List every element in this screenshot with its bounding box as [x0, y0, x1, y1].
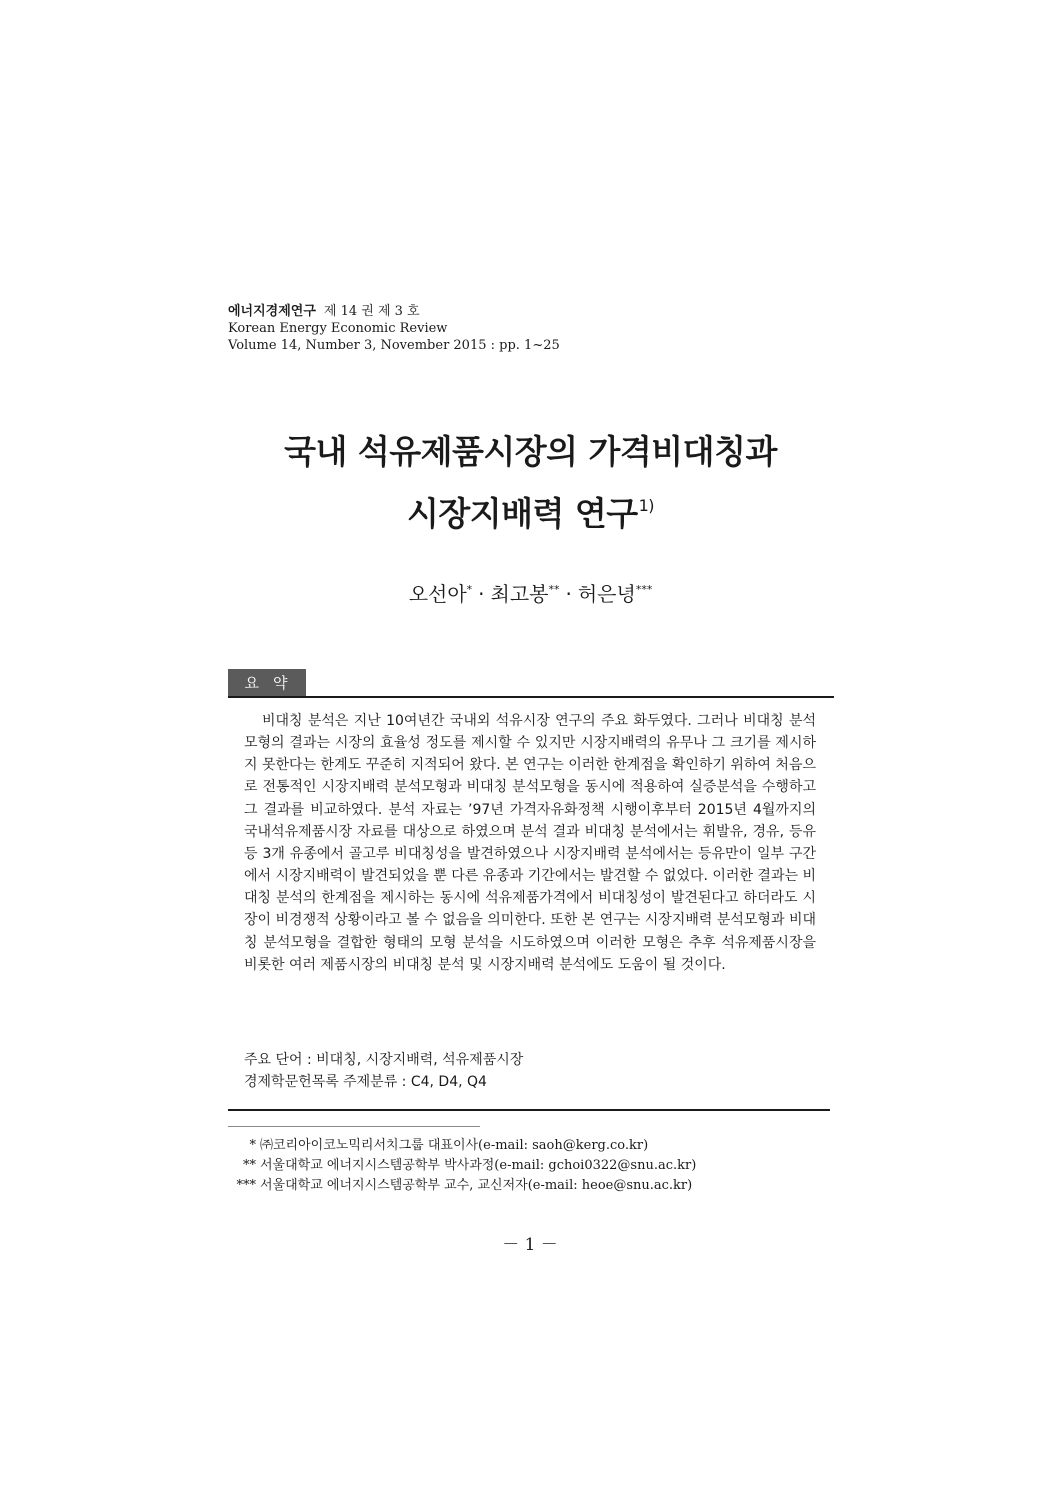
- abstract-label: 요약: [228, 669, 306, 697]
- title-line-2-text: 시장지배력 연구: [406, 494, 638, 533]
- author-list: [120, 578, 941, 607]
- footnote-text: 서울대학교 에너지시스템공학부 교수, 교신저자(e-mail: heoe@snu.ac.kr): [260, 1178, 693, 1193]
- author-separator: ·: [565, 582, 572, 606]
- author-3-mark: ***: [635, 583, 653, 596]
- paper-title: [120, 425, 941, 541]
- journal-header-line-1: [228, 303, 828, 320]
- jel-classification-line: 경제학문헌목록 주제분류 : C4, D4, Q4: [244, 1074, 487, 1090]
- footnote-mark: **: [243, 1158, 256, 1173]
- title-footnote-mark: 1): [638, 496, 655, 515]
- footnote-text: ㈜코리아이코노믹리서치그룹 대표이사(e-mail: saoh@kerg.co.kr): [260, 1138, 649, 1153]
- journal-name-en: Korean Energy Economic Review: [228, 321, 448, 336]
- keywords-block: [244, 1049, 816, 1093]
- author-1-name: 오선아: [408, 582, 467, 606]
- author-2-name: 최고봉: [490, 582, 549, 606]
- footnote-item: [228, 1136, 868, 1156]
- footnote-divider: [228, 1126, 480, 1127]
- author-separator: ·: [478, 582, 485, 606]
- abstract-divider: [228, 696, 834, 698]
- journal-name-ko: 에너지경제연구: [228, 304, 316, 319]
- footnote-mark: *: [249, 1138, 256, 1153]
- page-number: － 1 －: [502, 1235, 558, 1255]
- footnote-item: [228, 1176, 868, 1196]
- section-divider: [228, 1109, 830, 1111]
- author-3-name: 허은녕: [577, 582, 636, 606]
- journal-header: [228, 303, 828, 354]
- author-1-mark: *: [466, 583, 473, 596]
- title-line-2: [120, 479, 941, 541]
- journal-citation: Volume 14, Number 3, November 2015 : pp. 1~25: [228, 338, 560, 353]
- keywords-line: 주요 단어 : 비대칭, 시장지배력, 석유제품시장: [244, 1052, 524, 1068]
- footnote-mark: ***: [236, 1178, 256, 1193]
- journal-volume-ko: 제 14 권 제 3 호: [323, 304, 420, 319]
- title-line-1: 국내 석유제품시장의 가격비대칭과: [284, 432, 777, 471]
- footnote-text: 서울대학교 에너지시스템공학부 박사과정(e-mail: gchoi0322@snu.ac.kr): [260, 1158, 697, 1173]
- footnote-item: [228, 1156, 868, 1176]
- footnotes: [228, 1136, 868, 1196]
- author-2-mark: **: [548, 583, 560, 596]
- abstract-body: 비대칭 분석은 지난 10여년간 국내외 석유시장 연구의 주요 화두였다. 그러나 비대칭 분석 모형의 결과는 시장의 효율성 정도를 제시할 수 있지만 시장지배력의 유무나 그 크기를 제시하지 못한다는 한계도 꾸준히 지적되어 왔다. 본 연구는 이러한 한계점을 확인하기 위하여 처음으로 전통적인 시장지배력 분석모형과 비대칭 분석모형을 동시에 적용하여 실증분석을 수행하고 그 결과를 비교하였다. 분석 자료는 ’97년 가격자유화정책 시행이후부터 2015년 4월까지의 국내석유제품시장 자료를 대상으로 하였으며 분석 결과 비대칭 분석에서는 휘발유, 경유, 등유 등 3개 유종에서 골고루 비대칭성을 발견하였으나 시장지배력 분석에서는 등유만이 일부 구간에서 시장지배력이 발견되었을 뿐 다른 유종과 기간에서는 발견할 수 없었다. 이러한 결과는 비대칭 분석의 한계점을 제시하는 동시에 석유제품가격에서 비대칭성이 발견된다고 하더라도 시장이 비경쟁적 상황이라고 볼 수 없음을 의미한다. 또한 본 연구는 시장지배력 분석모형과 비대칭 분석모형을 결합한 형태의 모형 분석을 시도하였으며 이러한 모형은 추후 석유제품시장을 비롯한 여러 제품시장의 비대칭 분석 및 시장지배력 분석에도 도움이 될 것이다.: [244, 713, 816, 973]
